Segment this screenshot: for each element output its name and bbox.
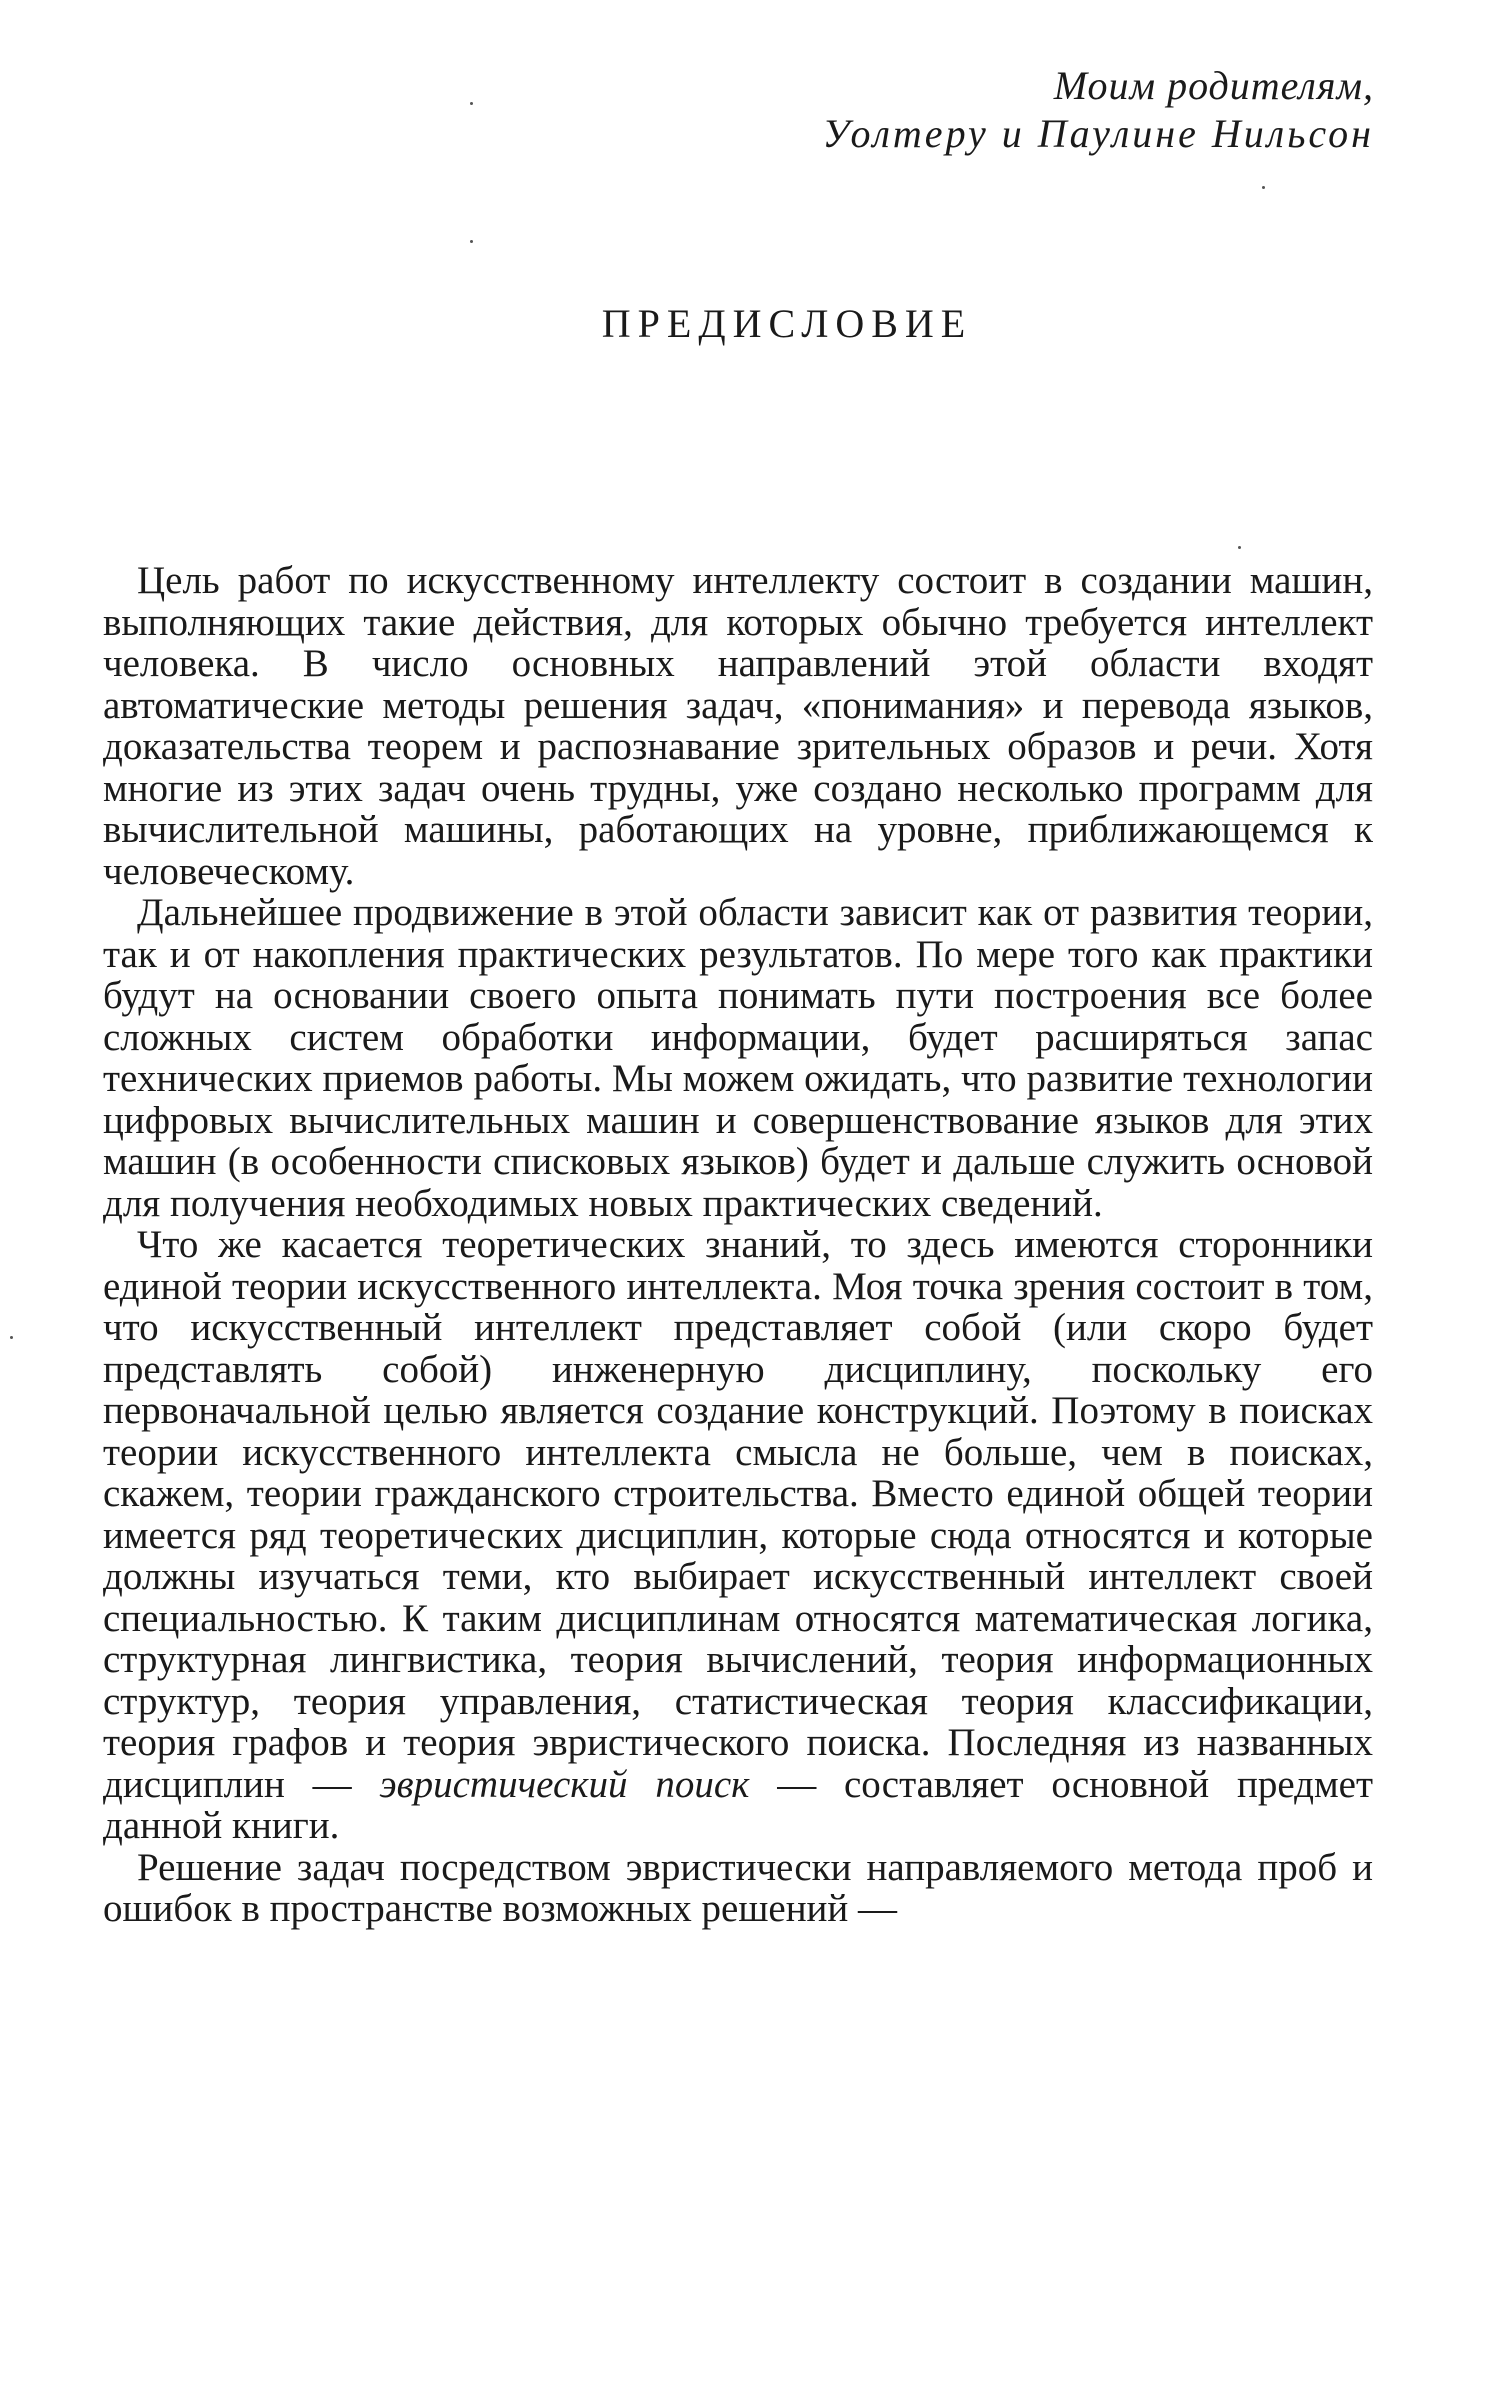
paragraph-3 [103, 1224, 1373, 1847]
paragraph-1: Цель работ по искусственному интеллекту состоит в создании машин, выполняющих такие действия, для которых обычно требуется интеллект человека. В число основных направлений этой области входят автоматические методы решения задач, «понимания» и перевода языков, доказательства теорем и распознавание зрительных образов и речи. Хотя многие из этих задач очень трудны, уже создано несколько программ для вычислительной машины, работающих на уровне, приближающемся к человеческому. [103, 559, 1373, 893]
paragraph-3-text: Что же касается теоретических знаний, то здесь имеются сторонники единой теории искусственного интеллекта. Моя точка зрения состоит в том, что искусственный интеллект представляет собой (или скоро будет представлять собой) инженерную дисциплину, поскольку его первоначальной целью является создание конструкций. Поэтому в поисках теории искусственного интеллекта смысла не больше, чем в поисках, скажем, теории гражданского строительства. Вместо единой общей теории имеется ряд теоретических дисциплин, которые сюда относятся и которые должны изучаться теми, кто выбирает искусственный интеллект своей специальностью. К таким дисциплинам относятся математическая логика, структурная лингвистика, теория вычислений, теория информационных структур, теория управления, статистическая теория классификации, теория графов и теория эвристического поиска. Последняя из названных дисциплин — [103, 1223, 1373, 1806]
scan-speck [1238, 546, 1241, 549]
paragraph-3-tail: — составляет основной предмет данной книги. [103, 1762, 1374, 1847]
dedication [822, 62, 1374, 158]
body-text [103, 560, 1373, 1930]
page-title: ПРЕДИСЛОВИЕ [601, 301, 973, 346]
paragraph-2: Дальнейшее продвижение в этой области зависит как от развития теории, так и от накопления практических результатов. По мере того как практики будут на основании своего опыта понимать пути построения все более сложных систем обработки информации, будет расширяться запас технических приемов работы. Мы можем ожидать, что развитие технологии цифровых вычислительных машин и совершенствование языков для этих машин (в особенности списковых языков) будет и дальше служить основой для получения необходимых новых практических сведений. [103, 891, 1373, 1225]
dedication-line-2: Уолтеру и Паулине Нильсон [822, 111, 1374, 156]
scan-speck [10, 1336, 13, 1339]
scan-speck [1262, 186, 1265, 189]
emphasis-term: эвристический поиск [379, 1762, 750, 1806]
scan-speck [470, 240, 473, 243]
scan-speck [470, 102, 473, 105]
dedication-line-1: Моим родителям, [1053, 63, 1374, 108]
paragraph-4: Решение задач посредством эвристически направляемого метода проб и ошибок в пространстве возможных решений — [103, 1845, 1373, 1930]
